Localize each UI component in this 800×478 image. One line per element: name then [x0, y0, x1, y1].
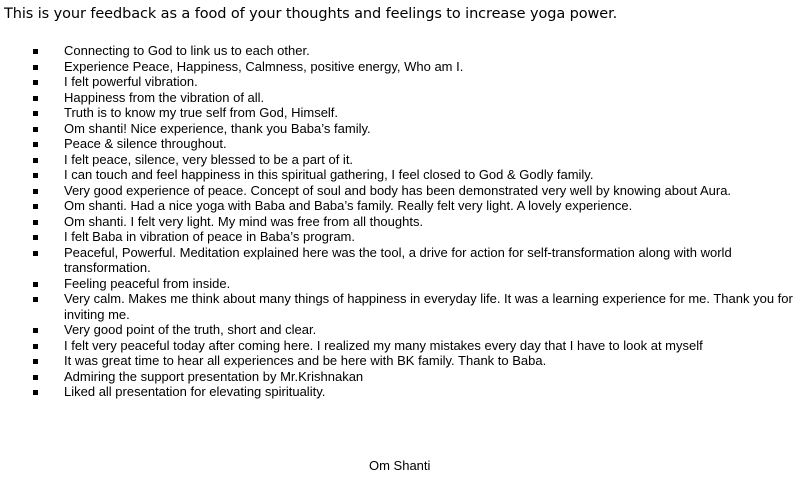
- bullet-icon: [33, 142, 38, 147]
- bullet-icon: [33, 204, 38, 209]
- list-item: [30, 369, 798, 385]
- list-item-text: Liked all presentation for elevating spirituality.: [64, 384, 326, 399]
- bullet-icon: [33, 96, 38, 101]
- bullet-icon: [33, 390, 38, 395]
- bullet-icon: [33, 65, 38, 70]
- list-item: [30, 276, 798, 292]
- list-item: [30, 214, 798, 230]
- list-item: [30, 43, 798, 59]
- bullet-icon: [33, 189, 38, 194]
- bullet-icon: [33, 235, 38, 240]
- list-item: [30, 74, 798, 90]
- list-item: [30, 198, 798, 214]
- list-item-text: I felt Baba in vibration of peace in Baba’s program.: [64, 229, 355, 244]
- list-item: [30, 136, 798, 152]
- bullet-icon: [33, 251, 38, 256]
- bullet-icon: [33, 127, 38, 132]
- closing-text: Om Shanti: [369, 458, 431, 473]
- list-item: [30, 338, 798, 354]
- list-item: [30, 59, 798, 75]
- bullet-icon: [33, 111, 38, 116]
- list-item: [30, 105, 798, 121]
- list-item-text: Very calm. Makes me think about many things of happiness in everyday life. It was a learning experience for me. Thank you for inviting me.: [64, 291, 793, 322]
- bullet-icon: [33, 282, 38, 287]
- list-item-text: Experience Peace, Happiness, Calmness, positive energy, Who am I.: [64, 58, 464, 74]
- list-item-text: Feeling peaceful from inside.: [64, 275, 231, 291]
- list-item-text: Om shanti! Nice experience, thank you Baba’s family.: [64, 120, 371, 136]
- feedback-list: [30, 43, 798, 400]
- list-item-text: Happiness from the vibration of all.: [64, 89, 265, 105]
- list-item-text: Admiring the support presentation by Mr.Krishnakan: [64, 368, 364, 384]
- list-item: [30, 121, 798, 137]
- bullet-icon: [33, 80, 38, 85]
- list-item-text: Very good experience of peace. Concept of soul and body has been demonstrated very well by knowing about Aura.: [64, 182, 732, 198]
- list-item: [30, 90, 798, 106]
- list-item-text: I felt very peaceful today after coming here. I realized my many mistakes every day that I have to look at myself: [64, 337, 703, 353]
- bullet-icon: [33, 344, 38, 349]
- list-item: [30, 291, 798, 322]
- list-item-text: Connecting to God to link us to each other.: [64, 43, 310, 58]
- list-item-text: Om shanti. Had a nice yoga with Baba and Baba’s family. Really felt very light. A lovely experience.: [64, 198, 633, 213]
- list-item-text: I can touch and feel happiness in this spiritual gathering, I feel closed to God & Godly family.: [64, 167, 594, 182]
- list-item: [30, 245, 798, 276]
- bullet-icon: [33, 297, 38, 302]
- bullet-icon: [33, 158, 38, 163]
- bullet-icon: [33, 173, 38, 178]
- list-item: [30, 152, 798, 168]
- list-item-text: Om shanti. I felt very light. My mind was free from all thoughts.: [64, 213, 424, 229]
- page-heading: This is your feedback as a food of your thoughts and feelings to increase yoga power.: [4, 6, 618, 22]
- list-item: [30, 229, 798, 245]
- list-item: [30, 167, 798, 183]
- list-item: [30, 183, 798, 199]
- list-item-text: Truth is to know my true self from God, Himself.: [64, 105, 339, 120]
- list-item-text: I felt peace, silence, very blessed to be a part of it.: [64, 151, 354, 167]
- bullet-icon: [33, 359, 38, 364]
- bullet-icon: [33, 375, 38, 380]
- list-item-text: Peace & silence throughout.: [64, 136, 227, 151]
- list-item: [30, 322, 798, 338]
- list-item-text: I felt powerful vibration.: [64, 74, 198, 89]
- list-item-text: Very good point of the truth, short and clear.: [64, 322, 317, 337]
- bullet-icon: [33, 220, 38, 225]
- list-item: [30, 384, 798, 400]
- bullet-icon: [33, 49, 38, 54]
- list-item-text: It was great time to hear all experiences and be here with BK family. Thank to Baba.: [64, 353, 547, 368]
- list-item-text: Peaceful, Powerful. Meditation explained here was the tool, a drive for action for self-transformation along with world transformation.: [64, 244, 732, 275]
- bullet-icon: [33, 328, 38, 333]
- list-item: [30, 353, 798, 369]
